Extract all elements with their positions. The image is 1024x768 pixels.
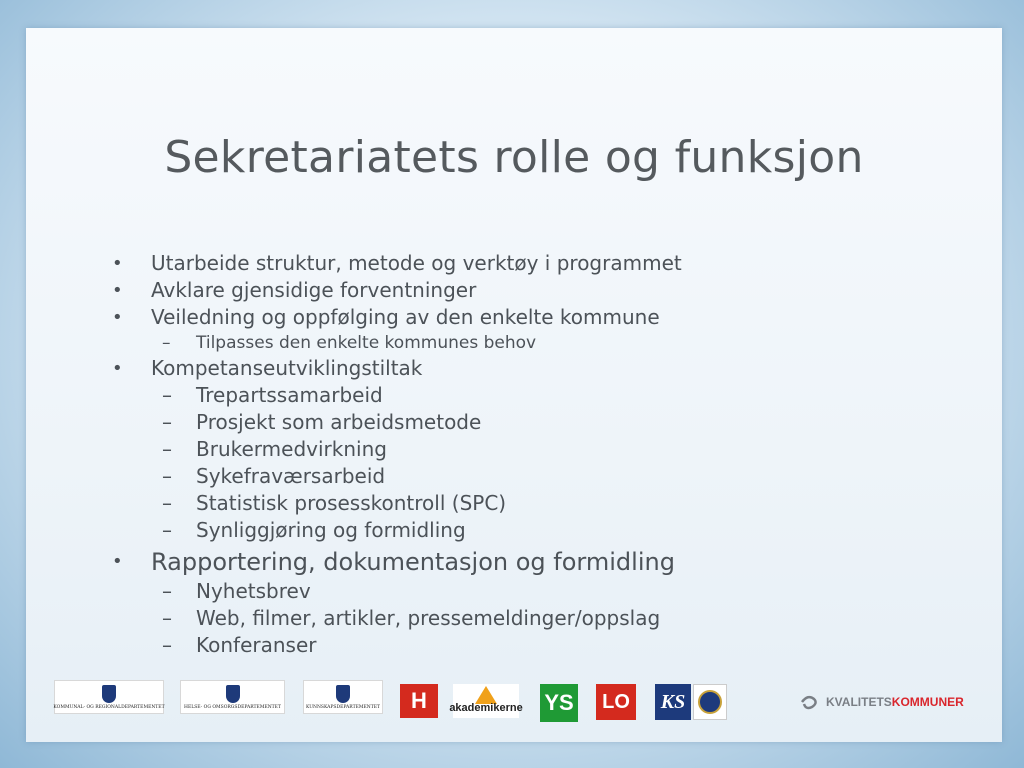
sub-bullet-text: Brukermedvirkning [196,437,387,461]
bullet-text: Rapportering, dokumentasjon og formidling [151,548,675,576]
bullet-marker: • [112,358,123,379]
dash-marker: – [162,518,172,542]
sub-bullet-text: Web, filmer, artikler, pressemeldinger/oppslag [196,606,661,630]
h-logo: H [400,684,438,718]
sub-bullet-text: Sykefraværsarbeid [196,464,386,488]
coat-of-arms-icon [102,685,116,703]
sub-bullet-item [112,605,992,632]
bullet-text: Veiledning og oppfølging av den enkelte kommune [151,305,660,329]
seal-logo [693,684,727,720]
sub-bullet-item [112,517,992,544]
sub-bullet-text: Synliggjøring og formidling [196,518,466,542]
sub-bullet-item [112,632,992,659]
slide [26,28,1002,742]
sub-bullet-item [112,409,992,436]
bullet-item [112,304,992,331]
bullet-marker: • [112,253,123,274]
krd-logo: KOMMUNAL- OG REGIONALDEPARTEMENTET [54,680,164,714]
bullet-marker: • [112,307,123,328]
sub-bullet-item [112,490,992,517]
coat-of-arms-icon [336,685,350,703]
bullet-item [112,277,992,304]
bullet-text: Kompetanseutviklingstiltak [151,356,423,380]
sub-bullet-text: Nyhetsbrev [196,579,311,603]
ys-logo: YS [540,684,578,722]
dash-marker: – [162,579,172,603]
sub-bullet-text: Prosjekt som arbeidsmetode [196,410,482,434]
bullet-marker: • [112,280,123,301]
slide-title: Sekretariatets rolle og funksjon [164,132,864,183]
sub-bullet-text: Trepartssamarbeid [196,383,383,407]
kk-swirl-icon [800,693,822,711]
sub-bullet-item [112,463,992,490]
partner-logo-strip [0,680,1024,740]
sub-bullet-item [112,436,992,463]
dash-marker: – [162,464,172,488]
sub-bullet-item [112,331,992,355]
akademikerne-logo: akademikerne [453,684,519,718]
coat-of-arms-icon [226,685,240,703]
ks-logo: KS [655,684,691,720]
dash-marker: – [162,410,172,434]
dash-marker: – [162,333,171,353]
bullet-text: Utarbeide struktur, metode og verktøy i programmet [151,251,682,275]
bullet-item [112,250,992,277]
sub-bullet-text: Statistisk prosesskontroll (SPC) [196,491,507,515]
dash-marker: – [162,633,172,657]
sub-bullet-item [112,578,992,605]
sub-bullet-text: Konferanser [196,633,317,657]
sub-bullet-text: Tilpasses den enkelte kommunes behov [196,333,537,353]
bullet-text: Avklare gjensidige forventninger [151,278,477,302]
dash-marker: – [162,383,172,407]
lo-logo: LO [596,684,636,720]
hod-logo: HELSE- OG OMSORGSDEPARTEMENTET [180,680,285,714]
kvalitetskommuner-logo: KVALITETS KOMMUNER [800,690,970,714]
dash-marker: – [162,606,172,630]
seal-icon [698,690,722,714]
dash-marker: – [162,437,172,461]
sub-bullet-item [112,382,992,409]
bullet-item [112,546,992,578]
bullet-marker: • [112,551,123,572]
bullet-item [112,355,992,382]
kd-logo: KUNNSKAPSDEPARTEMENTET [303,680,383,714]
bullet-list [112,250,992,659]
dash-marker: – [162,491,172,515]
